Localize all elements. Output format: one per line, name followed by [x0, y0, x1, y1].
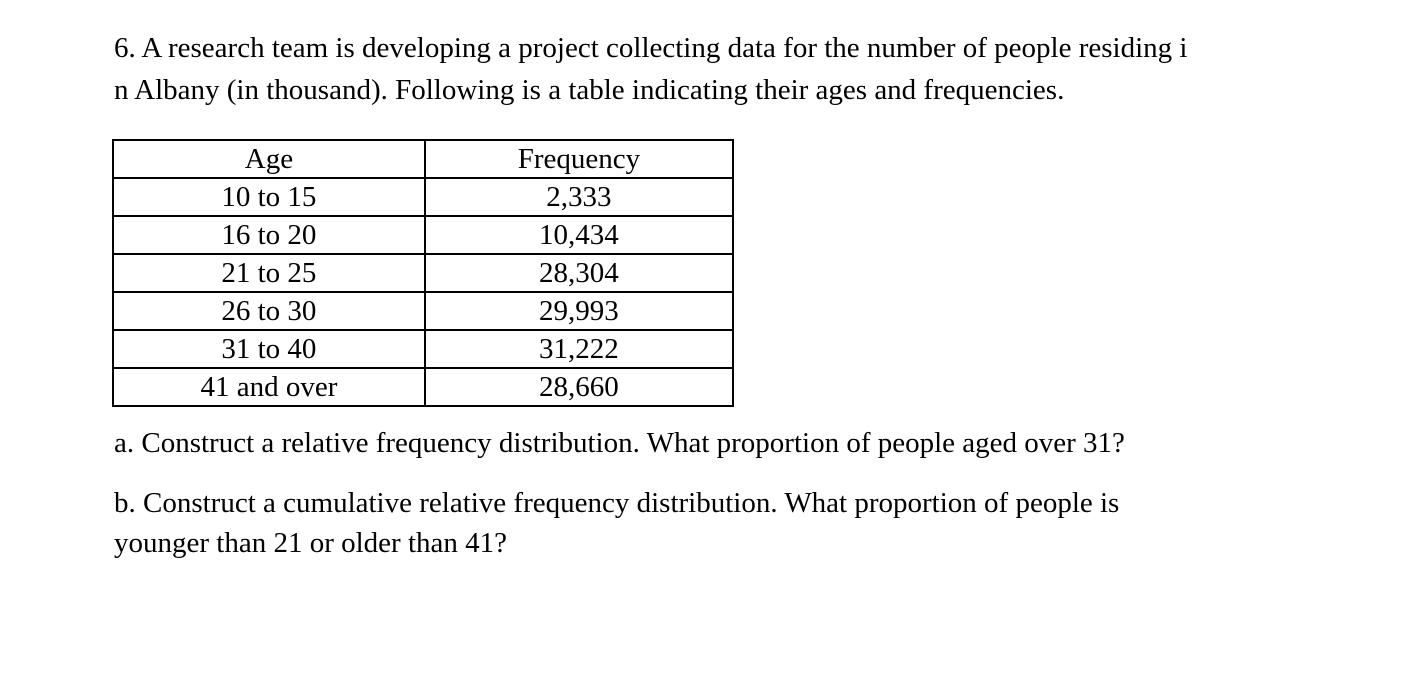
table-row: [113, 292, 733, 330]
frequency-cell: 29,993: [425, 292, 733, 330]
age-cell: 10 to 15: [113, 178, 425, 216]
frequency-table: [112, 139, 734, 407]
frequency-cell: 28,660: [425, 368, 733, 406]
age-cell: 31 to 40: [113, 330, 425, 368]
problem-line-2: n Albany (in thousand). Following is a table indicating their ages and frequencies.: [114, 74, 1065, 106]
table-row: [113, 254, 733, 292]
problem-line-1: 6. A research team is developing a project collecting data for the number of people residing i: [114, 32, 1188, 64]
age-cell: 26 to 30: [113, 292, 425, 330]
frequency-cell: 31,222: [425, 330, 733, 368]
header-frequency: Frequency: [425, 140, 733, 178]
frequency-cell: 2,333: [425, 178, 733, 216]
table-row: [113, 368, 733, 406]
question-b: [114, 483, 1314, 563]
table-row: [113, 216, 733, 254]
question-a-text: a. Construct a relative frequency distribution. What proportion of people aged over 31?: [114, 427, 1125, 459]
table-row: [113, 178, 733, 216]
frequency-cell: 28,304: [425, 254, 733, 292]
frequency-cell: 10,434: [425, 216, 733, 254]
header-age: Age: [113, 140, 425, 178]
table-row: [113, 330, 733, 368]
age-cell: 21 to 25: [113, 254, 425, 292]
age-cell: 41 and over: [113, 368, 425, 406]
table-header-row: [113, 140, 733, 178]
question-b-line-2: younger than 21 or older than 41?: [114, 527, 508, 559]
question-b-line-1: b. Construct a cumulative relative frequency distribution. What proportion of people is: [114, 487, 1120, 519]
problem-statement: [114, 27, 1334, 111]
age-cell: 16 to 20: [113, 216, 425, 254]
question-a: [114, 423, 1314, 463]
